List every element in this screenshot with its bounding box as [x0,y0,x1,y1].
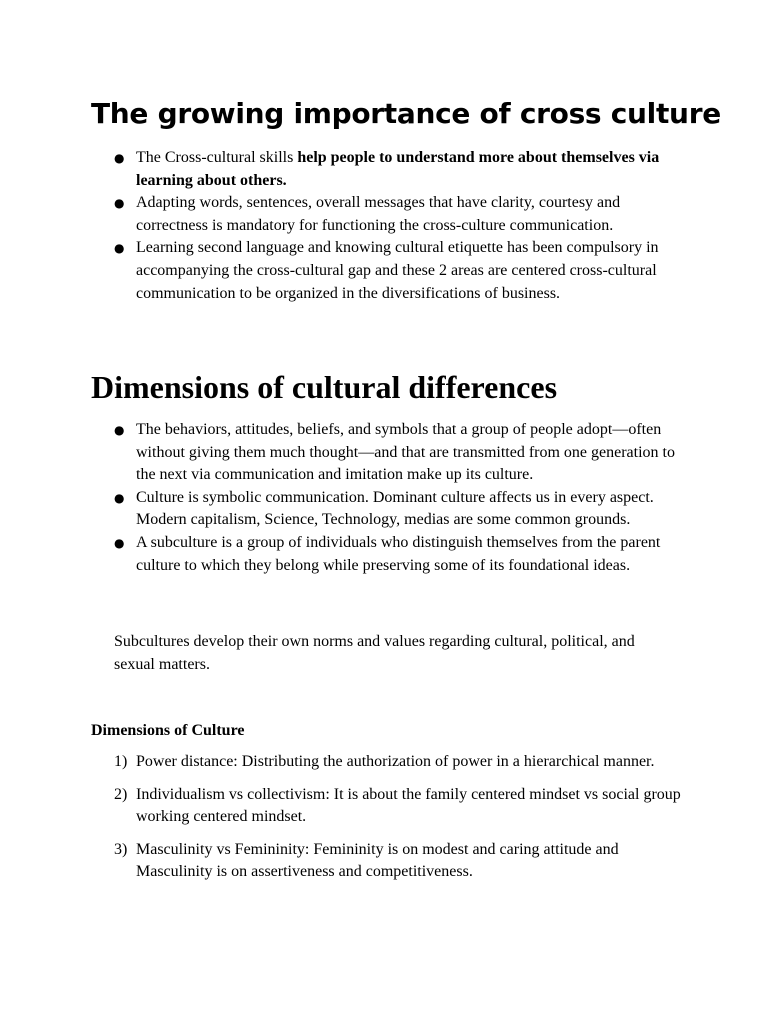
bullet-text: Adapting words, sentences, overall messages that have clarity, courtesy and correctness is mandatory for functioning the cross-culture communication. [136,194,621,234]
section-heading-cultural-differences: Dimensions of cultural differences [91,369,558,405]
list-item [0,419,768,487]
list-number: 3) [114,840,128,858]
bullet-icon: ● [114,490,125,505]
dimensions-numbered-list [0,751,768,894]
bullet-icon: ● [114,151,125,165]
bullet-icon: ● [114,535,125,550]
list-item [0,532,768,577]
section-heading-cross-culture: The growing importance of cross culture [91,97,721,130]
bullet-icon: ● [114,423,125,437]
list-number: 1) [114,753,128,770]
cultural-differences-bullet-list [0,419,768,577]
list-item [0,192,768,237]
list-item [0,237,768,305]
list-item [0,147,768,192]
list-item-text: Power distance: Distributing the authorization of power in a hierarchical manner. [136,753,655,770]
bullet-text: A subculture is a group of individuals who distinguish themselves from the parent culture to which they belong while preserving some of its foundational ideas. [136,533,661,574]
list-item-text: Individualism vs collectivism: It is about the family centered mindset vs social group working centered mindset. [136,785,681,826]
list-item [0,751,768,774]
bullet-icon: ● [114,196,125,211]
cross-culture-bullet-list [0,147,768,305]
list-number: 2) [114,785,128,803]
list-item-text: Masculinity vs Femininity: Femininity is on modest and caring attitude and Masculinity is on assertiveness and competitiveness. [136,840,619,881]
bullet-text: The Cross-cultural skills [136,149,298,166]
list-item [0,784,768,829]
bullet-text: The behaviors, attitudes, beliefs, and symbols that a group of people adopt—often without giving them much thought—and that are transmitted from one generation to the next via communication and imitation make up its culture. [136,421,675,484]
bullet-text: Culture is symbolic communication. Dominant culture affects us in every aspect. Modern capitalism, Science, Technology, medias are some common grounds. [136,488,654,529]
list-item [0,487,768,532]
bullet-text: Learning second language and knowing cultural etiquette has been compulsory in accompanying the cross-cultural gap and these 2 areas are centered cross-cultural communication to be organized in the diversifications of business. [136,239,659,302]
bullet-icon: ● [114,241,125,256]
list-item [0,839,768,884]
subcultures-paragraph: Subcultures develop their own norms and values regarding cultural, political, and sexual matters. [114,633,635,673]
bullet-bold-text: help people to understand more about themselves via learning about others. [136,149,660,189]
section-heading-dimensions-of-culture: Dimensions of Culture [91,722,245,739]
